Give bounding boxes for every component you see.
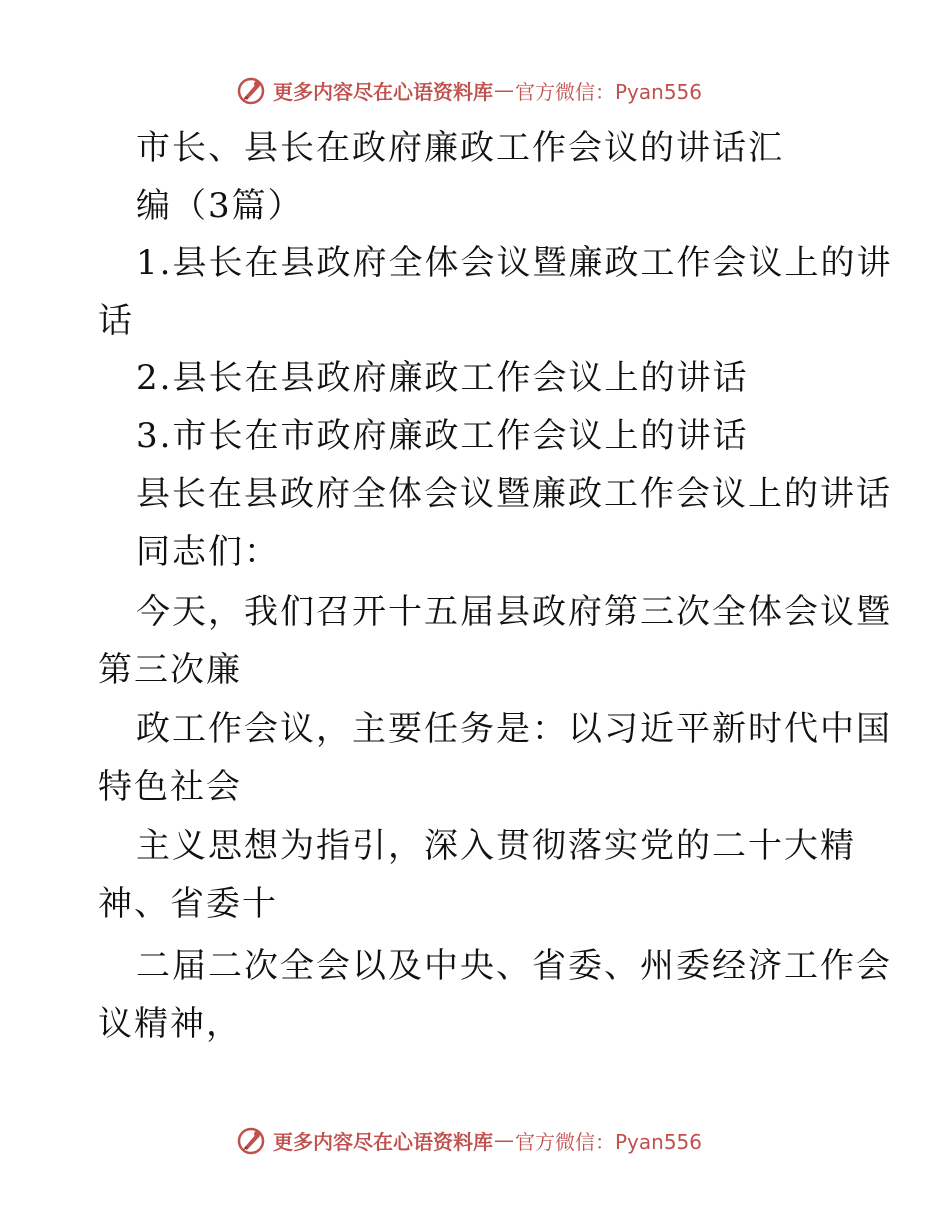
watermark-text: 更多内容尽在心语资料库 bbox=[273, 1129, 493, 1154]
brand-logo-icon bbox=[235, 74, 267, 106]
watermark-separator: — bbox=[494, 1128, 514, 1152]
paragraph-1-line-1: 今天，我们召开十五届县政府第三次全体会议暨 bbox=[136, 592, 892, 632]
section-title: 县长在县政府全体会议暨廉政工作会议上的讲话 bbox=[136, 474, 892, 514]
paragraph-4-line-2: 议精神， bbox=[98, 1004, 242, 1044]
watermark-wechat: 官方微信：Pyan556 bbox=[515, 79, 703, 104]
watermark-wechat: 官方微信：Pyan556 bbox=[515, 1129, 703, 1154]
paragraph-2-line-1: 政工作会议，主要任务是：以习近平新时代中国 bbox=[136, 709, 892, 749]
watermark-text: 更多内容尽在心语资料库 bbox=[273, 79, 493, 104]
brand-logo-icon bbox=[235, 1124, 267, 1156]
paragraph-4-line-1: 二届二次全会以及中央、省委、州委经济工作会 bbox=[136, 946, 892, 986]
header-watermark bbox=[235, 72, 702, 108]
doc-title-line-1: 市长、县长在政府廉政工作会议的讲话汇 bbox=[136, 128, 784, 168]
paragraph-1-line-2: 第三次廉 bbox=[98, 650, 242, 690]
toc-item-3: 3.市长在市政府廉政工作会议上的讲话 bbox=[136, 416, 749, 456]
paragraph-3-line-1: 主义思想为指引，深入贯彻落实党的二十大精 bbox=[136, 826, 856, 866]
doc-title-line-2: 编（3篇） bbox=[136, 186, 304, 226]
footer-watermark bbox=[235, 1122, 702, 1158]
toc-item-1-line-1: 1.县长在县政府全体会议暨廉政工作会议上的讲 bbox=[136, 243, 893, 283]
toc-item-1-line-2: 话 bbox=[98, 301, 134, 341]
paragraph-3-line-2: 神、省委十 bbox=[98, 884, 278, 924]
paragraph-2-line-2: 特色社会 bbox=[98, 767, 242, 807]
watermark-separator: — bbox=[494, 78, 514, 102]
toc-item-2: 2.县长在县政府廉政工作会议上的讲话 bbox=[136, 358, 749, 398]
salutation: 同志们： bbox=[136, 532, 280, 572]
